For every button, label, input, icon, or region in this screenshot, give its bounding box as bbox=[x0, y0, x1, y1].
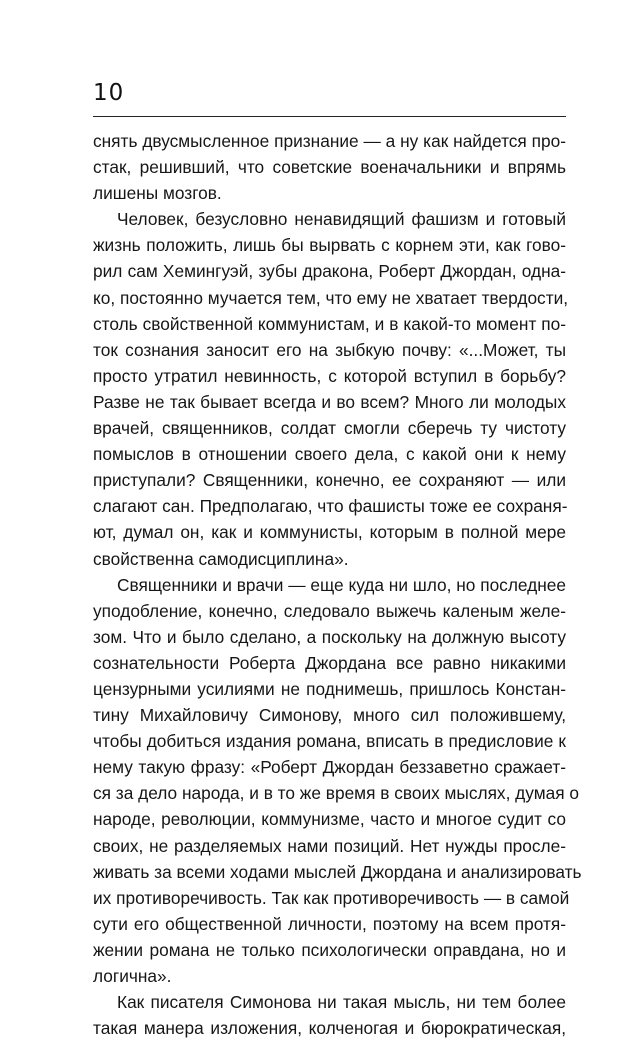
text-line: жизнь положить, лишь бы вырвать с корнем эти, как гово- bbox=[93, 235, 566, 256]
text-line: Священники и врачи — еще куда ни шло, но последнее bbox=[117, 574, 566, 595]
text-line: сознательности Роберта Джордана все равно никакими bbox=[93, 652, 566, 673]
text-line: слагают сан. Предполагаю, что фашисты тоже ее сохраня- bbox=[93, 496, 568, 517]
paragraph-3 bbox=[93, 572, 582, 990]
text-line: рил сам Хемингуэй, зубы дракона, Роберт Джордан, одна- bbox=[93, 261, 566, 282]
header-rule bbox=[93, 116, 566, 117]
text-line: тину Михайловичу Симонову, много сил положившему, bbox=[93, 705, 566, 726]
text-line: уподобление, конечно, следовало выжечь каленым желе- bbox=[93, 600, 566, 621]
text-line: ток сознания заносит его на зыбкую почву: «...Может, ты bbox=[93, 339, 566, 360]
text-line: сути его общественной личности, поэтому на всем протя- bbox=[93, 913, 566, 934]
text-line: просто утратил невинность, с которой вступил в борьбу? bbox=[93, 365, 566, 386]
text-line: столь свойственной коммунистам, и в какой-то момент по- bbox=[93, 313, 566, 334]
text-line: такая манера изложения, колченогая и бюрократическая, bbox=[93, 1018, 566, 1039]
text-line: лишены мозгов. bbox=[93, 183, 222, 204]
text-line: снять двусмысленное признание — а ну как найдется про- bbox=[93, 131, 566, 151]
text-line: помыслов в отношении своего дела, с какой они к нему bbox=[93, 444, 566, 465]
paragraph-1 bbox=[93, 128, 566, 206]
text-line: Человек, безусловно ненавидящий фашизм и готовый bbox=[117, 209, 566, 230]
text-line: их противоречивость. Так как противоречивость — в самой bbox=[93, 887, 570, 908]
paragraph-4 bbox=[93, 989, 566, 1041]
paragraph-2 bbox=[93, 206, 569, 571]
text-line: логична». bbox=[93, 966, 172, 986]
text-line: чтобы добиться издания романа, вписать в предисловие к bbox=[93, 731, 566, 752]
text-line: ко, постоянно мучается тем, что ему не хватает твердости, bbox=[93, 287, 569, 308]
text-line: Разве не так бывает всегда и во всем? Много ли молодых bbox=[93, 391, 566, 412]
text-line: приступали? Священники, конечно, ее сохраняют — или bbox=[93, 470, 566, 491]
text-line: народе, революции, коммунизме, часто и многое судит со bbox=[93, 809, 566, 830]
text-line: зом. Что и было сделано, а поскольку на должную высоту bbox=[93, 626, 566, 647]
text-line: Как писателя Симонова ни такая мысль, ни тем более bbox=[117, 992, 566, 1013]
text-line: своих, не разделяемых нами позиций. Нет нужды просле- bbox=[93, 835, 566, 856]
body-text bbox=[93, 128, 582, 1041]
text-line: врачей, священников, солдат смогли сберечь ту чистоту bbox=[93, 418, 566, 439]
text-line: стак, решивший, что советские военачальники и впрямь bbox=[93, 157, 566, 178]
text-line: свойственна самодисциплина». bbox=[93, 548, 349, 569]
page-number: 10 bbox=[93, 80, 125, 106]
text-line: ся за дело народа, и в то же время в своих мыслях, думая о bbox=[93, 783, 579, 804]
text-line: живать за всеми ходами мыслей Джордана и анализировать bbox=[93, 861, 582, 882]
text-line: цензурными усилиями не поднимешь, пришлось Констан- bbox=[93, 678, 566, 699]
text-line: ют, думал он, как и коммунисты, которым в полной мере bbox=[93, 522, 566, 543]
text-line: нему такую фразу: «Роберт Джордан беззаветно сражает- bbox=[93, 757, 566, 778]
text-line: жении романа не только психологически оправдана, но и bbox=[93, 939, 566, 960]
